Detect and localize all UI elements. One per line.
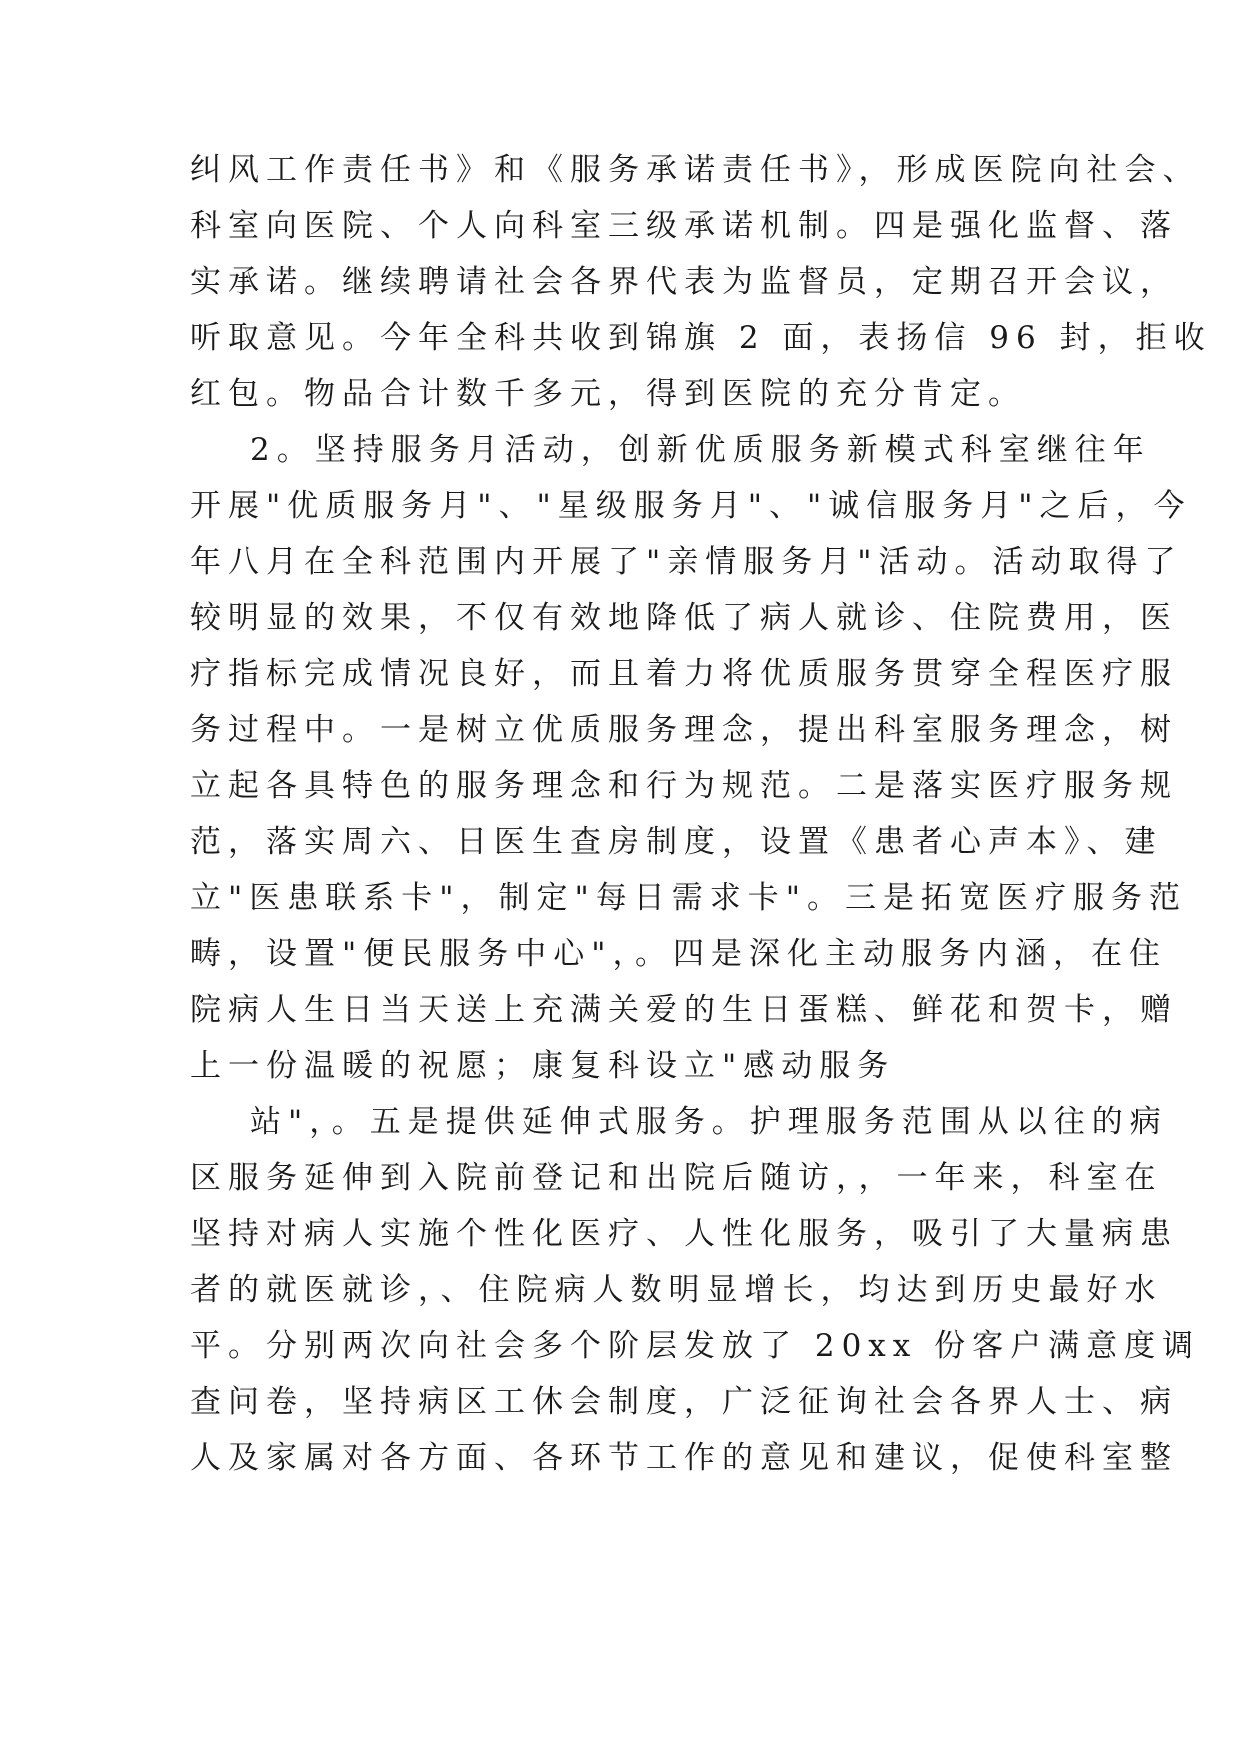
text-line: 区服务延伸到入院前登记和出院后随访，，一年来，科室在 — [190, 1160, 1163, 1196]
text-line: 务过程中。一是树立优质服务理念，提出科室服务理念，树 — [190, 712, 1178, 748]
text-line: 院病人生日当天送上充满关爱的生日蛋糕、鲜花和贺卡，赠 — [190, 992, 1178, 1028]
text-line: 较明显的效果，不仅有效地降低了病人就诊、住院费用，医 — [190, 600, 1178, 636]
text-line: 者的就医就诊，、住院病人数明显增长，均达到历史最好水 — [190, 1272, 1163, 1308]
text-line: 疗指标完成情况良好，而且着力将优质服务贯穿全程医疗服 — [190, 656, 1178, 692]
text-line: 范，落实周六、日医生查房制度，设置《患者心声本》、建 — [190, 824, 1163, 860]
text-line: 开展"优质服务月"、"星级服务月"、"诚信服务月"之后，今 — [190, 488, 1192, 524]
text-line: 纠风工作责任书》和《服务承诺责任书》，形成医院向社会、 — [190, 152, 1201, 188]
text-line: 科室向医院、个人向科室三级承诺机制。四是强化监督、落 — [190, 208, 1178, 244]
text-line: 立起各具特色的服务理念和行为规范。二是落实医疗服务规 — [190, 768, 1178, 804]
text-line: 听取意见。今年全科共收到锦旗 2 面，表扬信 96 封，拒收 — [190, 320, 1212, 356]
text-line: 年八月在全科范围内开展了"亲情服务月"活动。活动取得了 — [190, 544, 1183, 580]
paragraph-start-line: 站"，。五是提供延伸式服务。护理服务范围从以往的病 — [250, 1104, 1168, 1140]
text-line: 平。分别两次向社会多个阶层发放了 20xx 份客户满意度调 — [190, 1328, 1201, 1364]
text-line: 实承诺。继续聘请社会各界代表为监督员，定期召开会议， — [190, 264, 1178, 300]
paragraph-start-line: 2。坚持服务月活动，创新优质服务新模式科室继往年 — [250, 432, 1151, 468]
text-line: 坚持对病人实施个性化医疗、人性化服务，吸引了大量病患 — [190, 1216, 1178, 1252]
text-line: 红包。物品合计数千多元，得到医院的充分肯定。 — [190, 376, 1026, 412]
text-line: 查问卷，坚持病区工休会制度，广泛征询社会各界人士、病 — [190, 1384, 1178, 1420]
text-line: 上一份温暖的祝愿；康复科设立"感动服务 — [190, 1048, 896, 1084]
text-line: 立"医患联系卡"，制定"每日需求卡"。三是拓宽医疗服务范 — [190, 880, 1188, 916]
text-line: 人及家属对各方面、各环节工作的意见和建议，促使科室整 — [190, 1440, 1178, 1476]
text-line: 畴，设置"便民服务中心"，。四是深化主动服务内涵，在住 — [190, 936, 1168, 972]
